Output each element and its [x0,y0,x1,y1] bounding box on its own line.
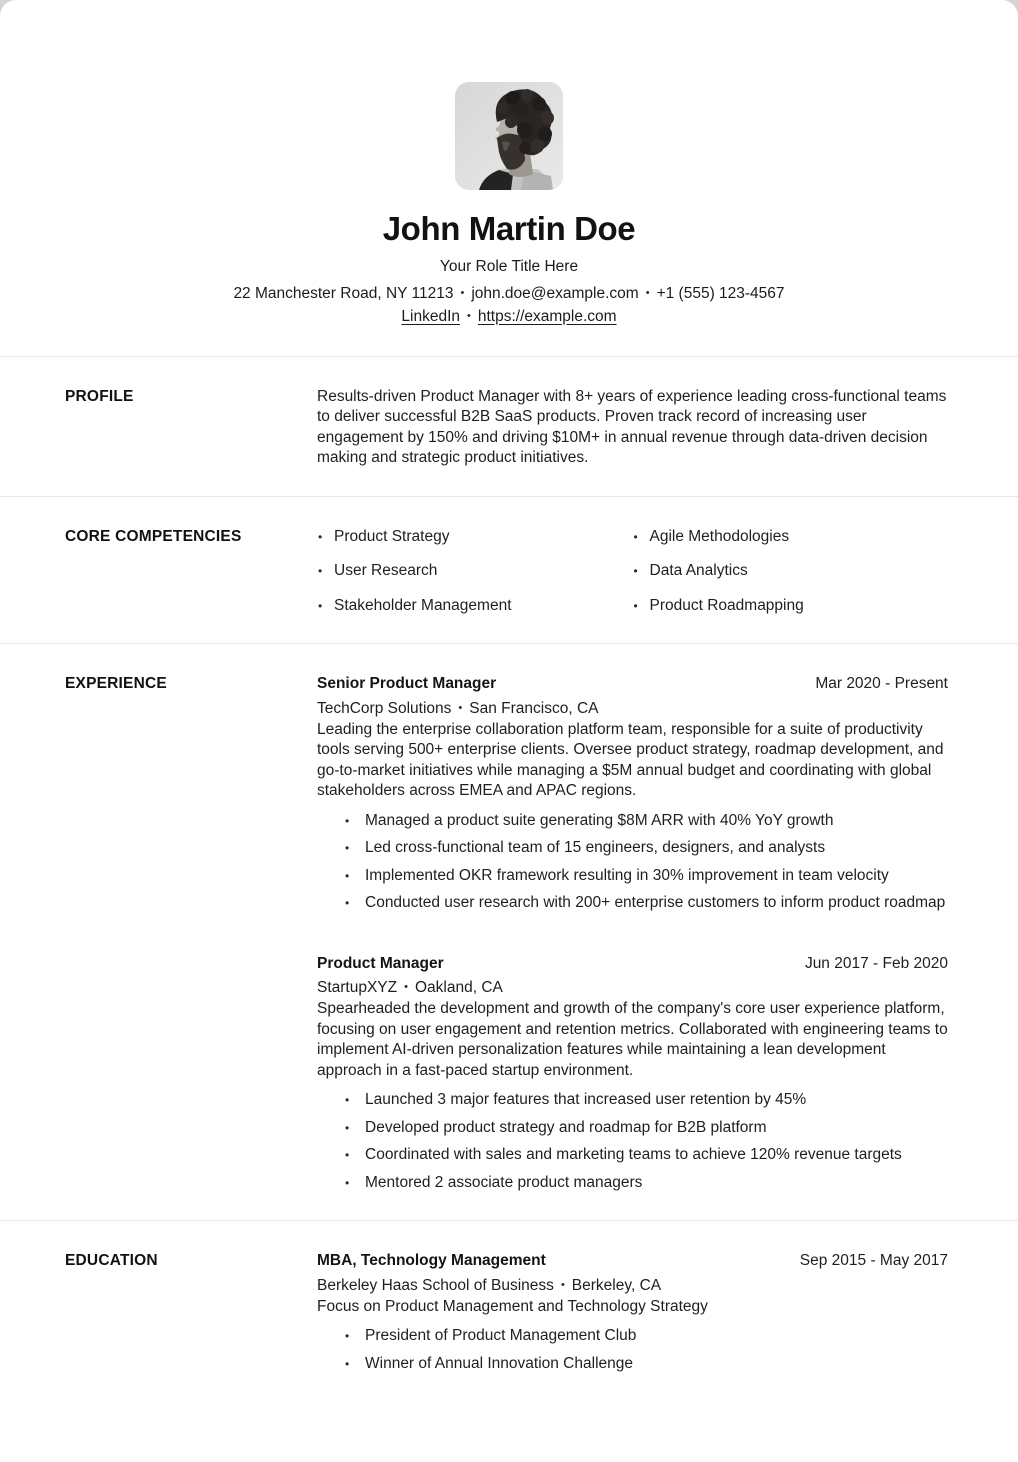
contact-line [0,282,1018,305]
resume-header [0,0,1018,356]
phone-text: +1 (555) 123-4567 [656,284,785,302]
candidate-name: John Martin Doe [382,210,636,247]
dot-separator: • [404,981,408,994]
company-name: TechCorp Solutions [317,699,452,717]
school-name: Berkeley Haas School of Business [317,1276,554,1294]
dot-separator: • [458,701,463,714]
section-label-competencies: CORE COMPETENCIES [65,527,242,545]
section-label-profile: PROFILE [65,387,134,405]
education-bullet: • President of Product Management Club [317,1326,948,1347]
education-bullet: • Winner of Annual Innovation Challenge [317,1354,948,1375]
competencies-column-2 [633,527,949,617]
job-bullet: • Coordinated with sales and marketing teams to achieve 120% revenue targets [317,1145,948,1166]
section-label-education: EDUCATION [65,1252,158,1270]
competency-item: • Product Roadmapping [633,596,949,617]
competencies-content [317,527,948,617]
profile-content [317,387,948,469]
profile-photo-image [455,82,563,190]
section-experience [0,643,1018,1220]
degree-title: MBA, Technology Management [317,1252,546,1270]
profile-text: Results-driven Product Manager with 8+ years of experience leading cross-functional teams to deliver successful B2B SaaS products. Proven track record of increasing user engagement by 150% and driving $10M+ in annual revenue through data-driven decision making and strategic product initiatives. [317,387,947,467]
company-name: StartupXYZ [317,979,398,997]
job-summary: Spearheaded the development and growth of the company's core user experience platform, focusing on user engagement and retention metrics. Collaborated with engineering teams to implement AI-driven personalization features while maintaining a lean development approach in a fast-paced startup environment. [317,1000,948,1079]
job-bullet: • Managed a product suite generating $8M ARR with 40% YoY growth [317,811,948,832]
role-title: Your Role Title Here [439,257,579,275]
entry-head [317,954,948,975]
job-bullet: • Mentored 2 associate product managers [317,1173,948,1194]
job-bullets [317,1090,948,1193]
school-line [317,1274,948,1297]
competencies-column-1 [317,527,633,617]
linkedin-link[interactable]: LinkedIn [401,307,461,325]
section-competencies [0,496,1018,644]
experience-content [317,674,948,1193]
school-location: Berkeley, CA [571,1276,662,1294]
job-title: Product Manager [317,954,444,972]
job-bullet: • Led cross-functional team of 15 engineers, designers, and analysts [317,838,948,859]
links-line [0,305,1018,328]
experience-entry [317,954,948,1194]
address-text: 22 Manchester Road, NY 11213 [233,284,454,302]
job-location: San Francisco, CA [469,699,599,717]
job-summary: Leading the enterprise collaboration platform team, responsible for a suite of productivity tools serving 500+ enterprise clients. Oversee product strategy, roadmap development, and go-to-market initiatives while managing a $5M annual budget and coordinating with global stakeholders across EMEA and APAC regions. [317,720,944,800]
competency-item: • Product Strategy [317,527,633,548]
job-location: Oakland, CA [414,979,503,997]
section-profile [0,356,1018,496]
education-focus: Focus on Product Management and Technology Strategy [317,1297,708,1315]
email-text: john.doe@example.com [471,284,639,302]
dot-separator: • [460,286,465,299]
section-education [0,1220,1018,1401]
job-company-line [317,976,948,999]
education-bullets [317,1326,948,1374]
competency-item: • User Research [317,561,633,582]
job-bullet: • Conducted user research with 200+ enterprise customers to inform product roadmap [317,893,948,914]
education-content [317,1251,948,1374]
competency-item: • Data Analytics [633,561,949,582]
competency-item: • Stakeholder Management [317,596,633,617]
job-title: Senior Product Manager [317,675,497,693]
education-dates: Sep 2015 - May 2017 [799,1252,948,1270]
job-dates: Jun 2017 - Feb 2020 [804,954,948,972]
section-label-experience: EXPERIENCE [65,675,167,693]
profile-photo [455,82,563,190]
experience-entry [317,674,948,914]
website-link[interactable]: https://example.com [477,307,617,325]
job-bullets [317,811,948,914]
job-bullet: • Implemented OKR framework resulting in 30% improvement in team velocity [317,866,948,887]
dot-separator: • [560,1278,565,1291]
dot-separator: • [467,309,471,322]
entry-head [317,1251,948,1272]
competency-item: • Agile Methodologies [633,527,949,548]
dot-separator: • [645,286,650,299]
job-bullet: • Launched 3 major features that increased user retention by 45% [317,1090,948,1111]
job-dates: Mar 2020 - Present [815,675,948,693]
job-bullet: • Developed product strategy and roadmap for B2B platform [317,1118,948,1139]
job-company-line [317,697,948,720]
entry-head [317,674,948,695]
